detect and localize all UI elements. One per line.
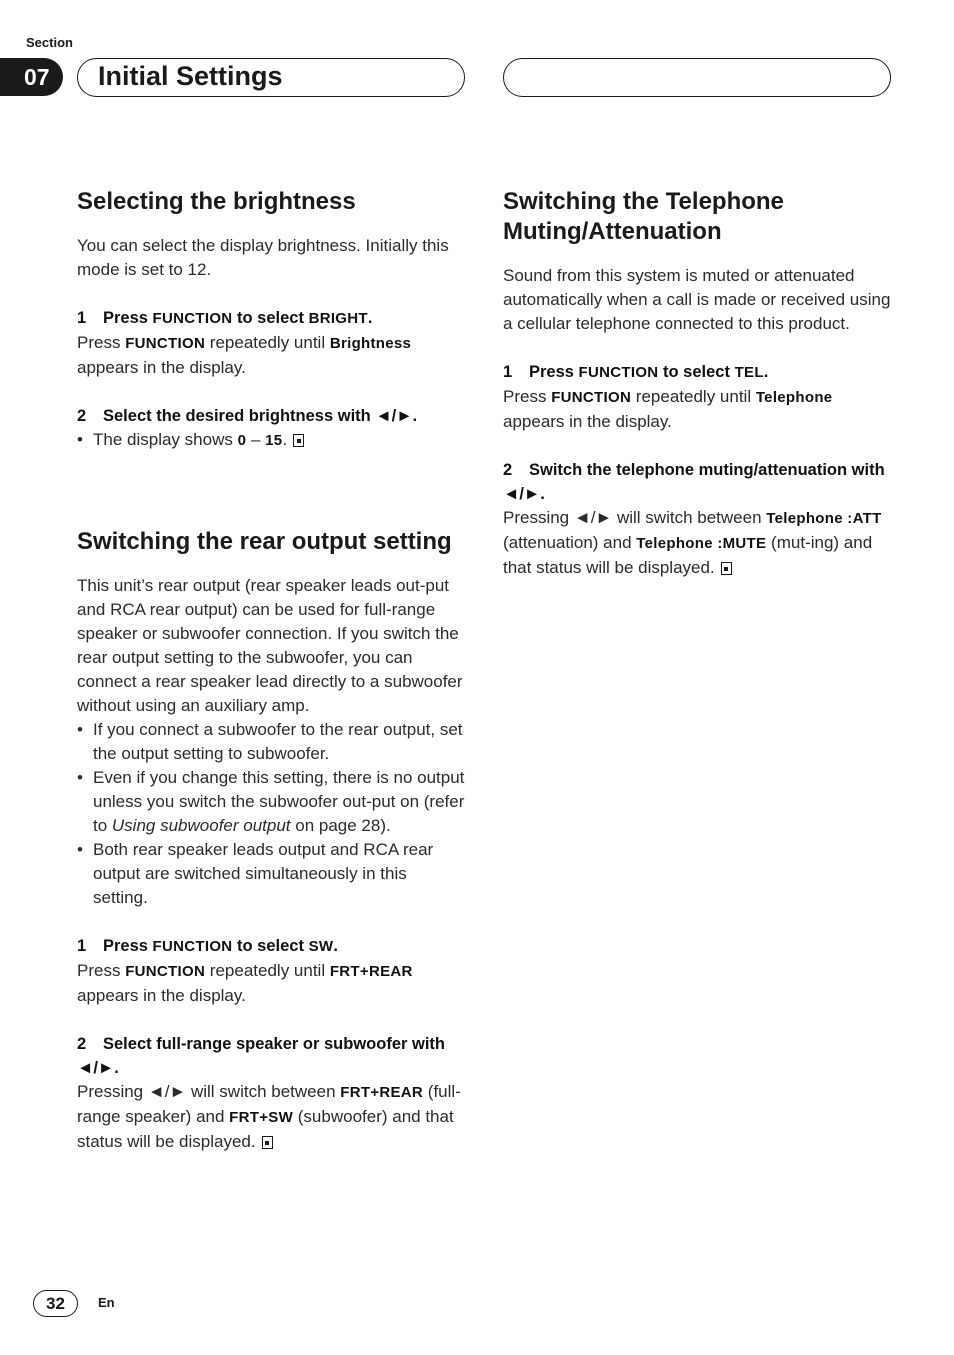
telephone-step-1-title: 1 Press FUNCTION to select TEL. bbox=[503, 363, 769, 381]
chapter-title: Initial Settings bbox=[98, 61, 283, 91]
rear-output-bullet-2: • Even if you change this setting, there is no output unless you switch the subwoofer out-put on (refer to Using subwoofer output on page 28). bbox=[77, 766, 465, 838]
end-of-section-icon bbox=[293, 434, 304, 447]
telephone-step-2-body: Pressing ◄/► will switch between Telephone :ATT (attenuation) and Telephone :MUTE (mut-ing) and that status will be displayed. bbox=[503, 508, 882, 577]
brightness-heading: Selecting the brightness bbox=[77, 188, 356, 215]
brightness-step-1-body: Press FUNCTION repeatedly until Brightness appears in the display. bbox=[77, 333, 412, 377]
language-label: En bbox=[98, 1295, 115, 1310]
section-label: Section bbox=[26, 35, 73, 50]
brightness-step-2-title: 2 Select the desired brightness with ◄/►. bbox=[77, 407, 418, 425]
chapter-title-box bbox=[77, 58, 465, 97]
rear-output-step-1-body: Press FUNCTION repeatedly until FRT+REAR appears in the display. bbox=[77, 961, 413, 1005]
brightness-step-2-bullet: • The display shows 0 – 15. bbox=[77, 428, 465, 453]
rear-output-bullet-3: • Both rear speaker leads output and RCA rear output are switched simultaneously in this setting. bbox=[77, 838, 465, 910]
rear-output-bullet-1: • If you connect a subwoofer to the rear output, set the output setting to subwoofer. bbox=[77, 718, 465, 766]
empty-title-box bbox=[503, 58, 891, 97]
brightness-section bbox=[77, 187, 465, 453]
brightness-step-1-title: 1 Press FUNCTION to select BRIGHT. bbox=[77, 309, 373, 327]
rear-output-step-1-title: 1 Press FUNCTION to select SW. bbox=[77, 937, 338, 955]
telephone-step-1-body: Press FUNCTION repeatedly until Telephone appears in the display. bbox=[503, 387, 833, 431]
telephone-step-2-title: 2 Switch the telephone muting/attenuation with ◄/►. bbox=[503, 461, 885, 503]
rear-output-step-2-title: 2 Select full-range speaker or subwoofer with ◄/►. bbox=[77, 1035, 445, 1077]
rear-output-section bbox=[77, 527, 465, 1154]
end-of-section-icon bbox=[262, 1136, 273, 1149]
right-column bbox=[503, 187, 891, 580]
rear-output-intro: This unit’s rear output (rear speaker leads out-put and RCA rear output) can be used for full-range speaker or subwoofer connection. If you switch the rear output setting to the subwoofer, you can connect a rear speaker lead directly to a subwoofer without using an auxiliary amp. bbox=[77, 576, 463, 715]
page-number: 32 bbox=[33, 1290, 78, 1317]
brightness-intro: You can select the display brightness. Initially this mode is set to 12. bbox=[77, 236, 449, 279]
rear-output-heading: Switching the rear output setting bbox=[77, 528, 452, 555]
left-column bbox=[77, 187, 465, 1154]
rear-output-step-2-body: Pressing ◄/► will switch between FRT+REAR (full-range speaker) and FRT+SW (subwoofer) and that status will be displayed. bbox=[77, 1082, 461, 1151]
cross-reference: Using subwoofer output bbox=[111, 816, 291, 835]
telephone-heading: Switching the Telephone Muting/Attenuation bbox=[503, 188, 784, 245]
telephone-intro: Sound from this system is muted or attenuated automatically when a call is made or received using a cellular telephone connected to this product. bbox=[503, 266, 891, 333]
telephone-section bbox=[503, 187, 891, 580]
end-of-section-icon bbox=[721, 562, 732, 575]
section-number-tab: 07 bbox=[0, 58, 63, 96]
